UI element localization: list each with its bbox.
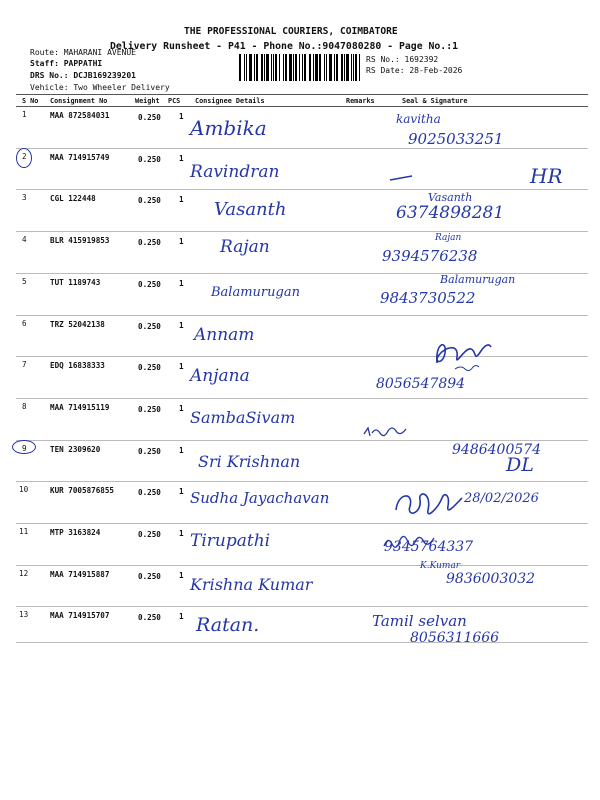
row-pcs: 1: [179, 237, 184, 247]
row-weight: 0.250: [138, 404, 161, 414]
barcode-bar: [336, 54, 338, 81]
seal-handwriting: 9486400574: [452, 441, 542, 458]
barcode-bar: [334, 54, 335, 81]
consignee-handwriting: Sudha Jayachavan: [190, 489, 330, 508]
table-bottom-rule: [16, 642, 588, 643]
row-sno: 4: [22, 235, 27, 245]
runsheet-title: Delivery Runsheet - P41 - Phone No.:9047080280 - Page No.:1: [110, 41, 458, 52]
consignee-handwriting: Ambika: [190, 116, 267, 140]
row-pcs: 1: [179, 278, 184, 288]
col-header-seal: Seal & Signature: [402, 97, 468, 105]
header-top-rule: [16, 94, 588, 95]
barcode-bar: [355, 54, 357, 81]
signature-row-9: [362, 424, 412, 440]
col-header-remarks: Remarks: [346, 97, 375, 105]
barcode-bar: [324, 54, 325, 81]
row-pcs: 1: [179, 529, 184, 538]
row-pcs: 1: [179, 487, 184, 497]
col-header-pcs: PCS: [168, 97, 181, 105]
consignment-number: MAA 714915707: [50, 611, 110, 621]
consignee-handwriting: Krishna Kumar: [190, 574, 313, 594]
row-sno: 8: [22, 401, 27, 411]
row-sno: 6: [22, 318, 27, 328]
row-divider: [16, 440, 588, 441]
barcode-bar: [313, 54, 314, 81]
row-weight: 0.250: [138, 154, 161, 164]
seal-handwriting: Tamil selvan: [372, 612, 467, 631]
row-sno: 9: [22, 443, 27, 453]
row-divider: [16, 356, 588, 357]
row-weight: 0.250: [138, 279, 161, 289]
consignee-handwriting: Ravindran: [190, 161, 280, 182]
consignee-handwriting: Annam: [194, 324, 255, 345]
col-header-weight: Weight: [135, 97, 160, 105]
consignment-number: MAA 714915887: [50, 569, 110, 579]
col-header-sno: S No: [22, 97, 39, 105]
barcode-bar: [271, 54, 272, 81]
row-divider: [16, 523, 588, 524]
barcode-bar: [285, 54, 287, 81]
seal-handwriting: HR: [530, 163, 563, 188]
barcode-bar: [359, 54, 360, 81]
barcode-bar: [279, 54, 280, 81]
barcode-bar: [315, 54, 318, 81]
seal-handwriting: kavitha: [396, 112, 441, 126]
rs-number: RS No.: 1692392: [366, 55, 439, 64]
row-pcs: 1: [179, 570, 184, 580]
consignment-number: BLR 415919853: [50, 236, 110, 246]
row-pcs: 1: [179, 445, 184, 455]
row-weight: 0.250: [138, 363, 161, 373]
consignee-handwriting: Sri Krishnan: [198, 451, 301, 471]
barcode-bar: [261, 54, 263, 81]
row-weight: 0.250: [138, 571, 161, 581]
rs-date: RS Date: 28-Feb-2026: [366, 66, 463, 75]
barcode-bar: [344, 54, 345, 81]
route-label: Route: MAHARANI AVENUE: [30, 48, 136, 57]
signature-row-10: [392, 488, 467, 524]
row-divider: [16, 565, 588, 566]
row-weight: 0.250: [138, 196, 161, 206]
row-divider: [16, 231, 588, 232]
row-sno: 5: [22, 276, 27, 286]
barcode-bar: [341, 54, 343, 81]
consignment-number: KUR 7005876855: [50, 486, 115, 496]
barcode-bar: [309, 54, 311, 81]
row-divider: [16, 189, 588, 190]
barcode-bar: [329, 54, 332, 81]
row-divider: [16, 398, 588, 399]
consignment-number: MAA 714915119: [50, 402, 110, 412]
row-sno: 7: [22, 360, 27, 370]
barcode-bar: [249, 54, 252, 81]
seal-handwriting: DL: [506, 453, 534, 476]
barcode-bar: [273, 54, 274, 81]
row-sno: 1: [22, 110, 27, 119]
row-weight: 0.250: [138, 530, 161, 539]
row-weight: 0.250: [138, 613, 161, 623]
row-sno: 2: [22, 151, 27, 161]
consignee-handwriting: Balamurugan: [211, 284, 300, 300]
row-pcs: 1: [179, 153, 184, 163]
seal-handwriting: 9836003032: [446, 570, 536, 587]
seal-handwriting: Balamurugan: [440, 272, 516, 286]
row-pcs: 1: [179, 112, 184, 121]
row-sno: 11: [19, 527, 29, 536]
row-divider: [16, 606, 588, 607]
signature-stroke-row-2: [388, 174, 414, 182]
col-header-consignment: Consignment No: [50, 97, 108, 105]
header-bottom-rule: [16, 106, 588, 107]
row-divider: [16, 148, 588, 149]
seal-handwriting: Vasanth: [428, 191, 473, 205]
barcode-bar: [256, 54, 258, 81]
seal-handwriting: 28/02/2026: [464, 491, 539, 507]
barcode-bar: [319, 54, 321, 81]
seal-handwriting: Rajan: [435, 233, 462, 244]
barcode-bar: [289, 54, 292, 81]
seal-handwriting: 8056547894: [376, 376, 466, 393]
row-sno: 12: [19, 568, 29, 578]
seal-handwriting: 8056311666: [410, 630, 500, 647]
seal-handwriting: 9394576238: [382, 247, 478, 266]
col-header-consignee: Consignee Details: [195, 97, 265, 105]
consignee-handwriting: Tirupathi: [190, 531, 271, 551]
consignee-handwriting: Ratan.: [196, 614, 260, 637]
barcode-bar: [244, 54, 245, 81]
staff-label: Staff: PAPPATHI: [30, 59, 103, 68]
barcode-bar: [239, 54, 241, 81]
row-weight: 0.250: [138, 321, 161, 331]
signature-row-6: [425, 333, 495, 373]
consignment-number: TEN 2309620: [50, 444, 101, 454]
barcode-bar: [299, 54, 300, 81]
consignment-number: MAA 714915749: [50, 152, 110, 162]
vehicle-label: Vehicle: Two Wheeler Delivery: [30, 83, 170, 92]
barcode: [239, 54, 363, 81]
seal-handwriting: 9345764337: [384, 539, 474, 555]
barcode-bar: [353, 54, 354, 81]
seal-handwriting: 9843730522: [380, 288, 476, 307]
seal-handwriting: 9025033251: [408, 130, 504, 148]
row-divider: [16, 481, 588, 482]
row-sno: 10: [19, 485, 29, 495]
consignment-number: MTP 3163824: [50, 528, 101, 537]
consignment-number: MAA 872584031: [50, 111, 110, 120]
consignee-handwriting: SambaSivam: [190, 407, 296, 427]
row-pcs: 1: [179, 362, 184, 372]
row-pcs: 1: [179, 195, 184, 205]
barcode-bar: [293, 54, 294, 81]
consignee-handwriting: Rajan: [220, 237, 270, 258]
barcode-bar: [275, 54, 277, 81]
barcode-bar: [351, 54, 352, 81]
row-weight: 0.250: [138, 488, 161, 498]
company-name: THE PROFESSIONAL COURIERS, COIMBATORE: [184, 26, 398, 37]
drs-number: DRS No.: DCJB169239201: [30, 71, 136, 80]
row-pcs: 1: [179, 403, 184, 413]
consignee-handwriting: Anjana: [190, 366, 250, 387]
signature-row-11: [382, 534, 442, 552]
row-weight: 0.250: [138, 238, 161, 248]
row-sno: 13: [19, 610, 29, 620]
circle-mark-row-9: [12, 440, 36, 454]
barcode-bar: [246, 54, 247, 81]
barcode-bar: [295, 54, 297, 81]
row-pcs: 1: [179, 612, 184, 622]
consignee-handwriting: Vasanth: [214, 199, 287, 221]
barcode-bar: [304, 54, 306, 81]
barcode-bar: [302, 54, 303, 81]
consignment-number: TRZ 52042138: [50, 319, 105, 329]
row-sno: 3: [22, 193, 27, 203]
seal-handwriting: 6374898281: [396, 203, 505, 224]
seal-handwriting: K.Kumar: [420, 560, 461, 571]
consignment-number: EDQ 16838333: [50, 361, 105, 371]
consignment-number: TUT 1189743: [50, 277, 101, 287]
barcode-bar: [254, 54, 255, 81]
barcode-bar: [264, 54, 265, 81]
row-weight: 0.250: [138, 113, 161, 122]
row-weight: 0.250: [138, 446, 161, 456]
row-pcs: 1: [179, 320, 184, 330]
barcode-bar: [266, 54, 269, 81]
circle-mark-row-2: [16, 148, 32, 168]
barcode-bar: [346, 54, 349, 81]
row-divider: [16, 315, 588, 316]
barcode-bar: [283, 54, 284, 81]
barcode-bar: [326, 54, 327, 81]
consignment-number: CGL 122448: [50, 194, 96, 204]
